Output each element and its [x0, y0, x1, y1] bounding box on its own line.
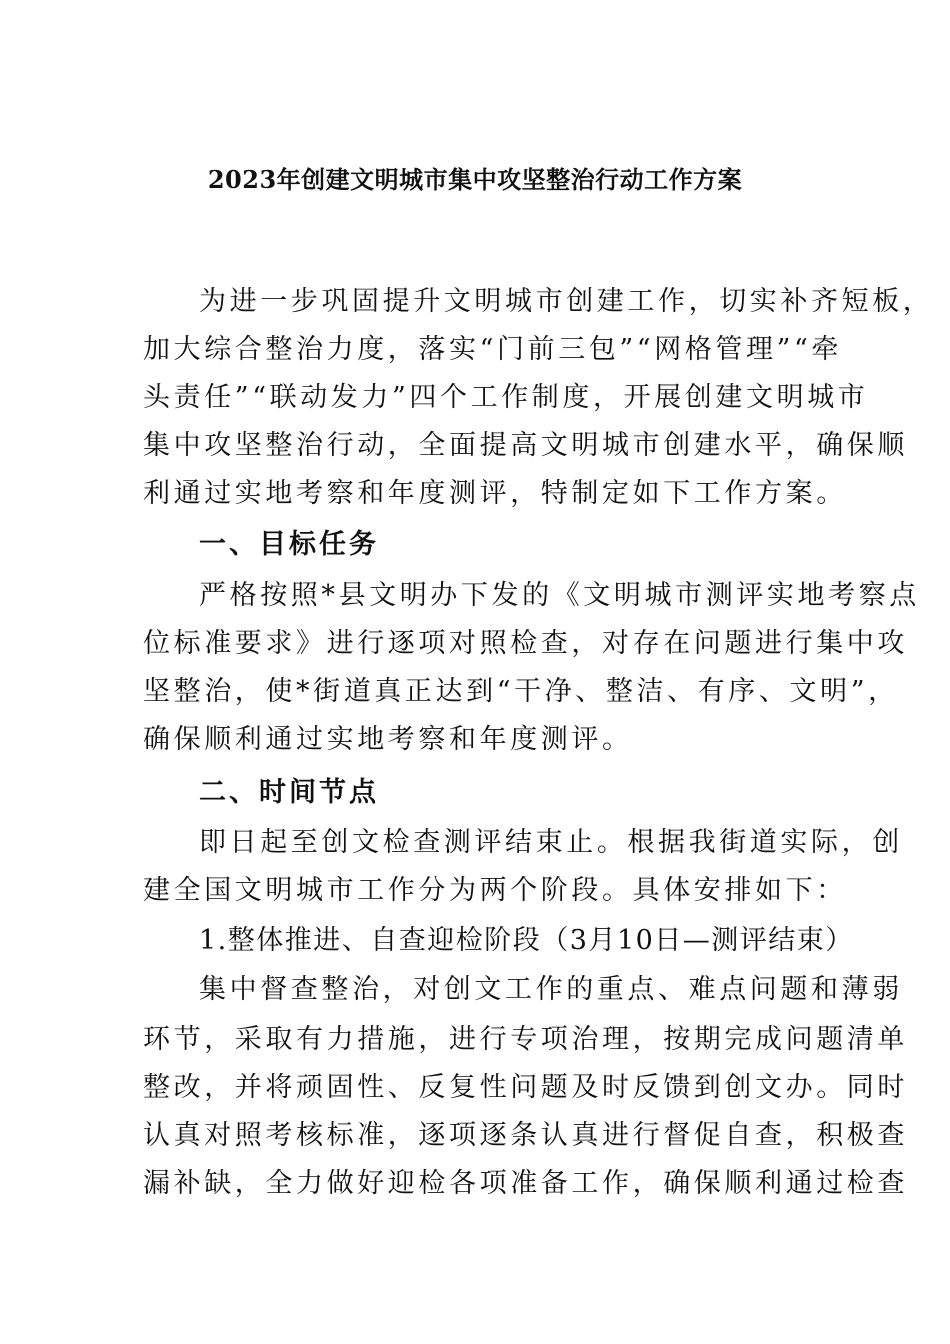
intro-line-5: 利通过实地考察和年度测评，特制定如下工作方案。	[143, 478, 847, 509]
section-2-heading: 二、时间节点	[199, 777, 379, 808]
intro-line-3: 头责任”“联动发力”四个工作制度，开展创建文明城市	[143, 382, 869, 413]
subsection-1-line-5: 漏补缺，全力做好迎检各项准备工作，确保顺利通过检查	[143, 1168, 908, 1199]
subsection-1-line-3: 整改，并将顽固性、反复性问题及时反馈到创文办。同时	[143, 1072, 908, 1103]
section-2-line-2: 建全国文明城市工作分为两个阶段。具体安排如下：	[143, 875, 847, 906]
intro-line-4: 集中攻坚整治行动，全面提高文明城市创建水平，确保顺	[143, 430, 908, 461]
section-1-line-2: 位标准要求》进行逐项对照检查，对存在问题进行集中攻	[143, 628, 908, 659]
section-2-line-1: 即日起至创文检查测评结束止。根据我街道实际，创	[199, 827, 903, 858]
section-1-heading: 一、目标任务	[199, 529, 379, 560]
document-title: 2023年创建文明城市集中攻坚整治行动工作方案	[207, 165, 743, 194]
subsection-1-line-1: 集中督查整治，对创文工作的重点、难点问题和薄弱	[199, 974, 903, 1005]
intro-line-1: 为进一步巩固提升文明城市创建工作，切实补齐短板，	[199, 286, 934, 317]
intro-line-2: 加大综合整治力度，落实“门前三包”“网格管理”“牵	[143, 334, 843, 365]
section-1-line-1: 严格按照*县文明办下发的《文明城市测评实地考察点	[199, 580, 920, 611]
subsection-1-line-4: 认真对照考核标准，逐项逐条认真进行督促自查，积极查	[143, 1120, 908, 1151]
section-1-line-4: 确保顺利通过实地考察和年度测评。	[143, 724, 633, 755]
section-1-line-3: 坚整治，使*街道真正达到“干净、整洁、有序、文明”，	[143, 676, 899, 707]
subsection-1-line-2: 环节，采取有力措施，进行专项治理，按期完成问题清单	[143, 1024, 908, 1055]
subsection-1-heading: 1.整体推进、自查迎检阶段（3月10日—测评结束）	[199, 925, 854, 956]
